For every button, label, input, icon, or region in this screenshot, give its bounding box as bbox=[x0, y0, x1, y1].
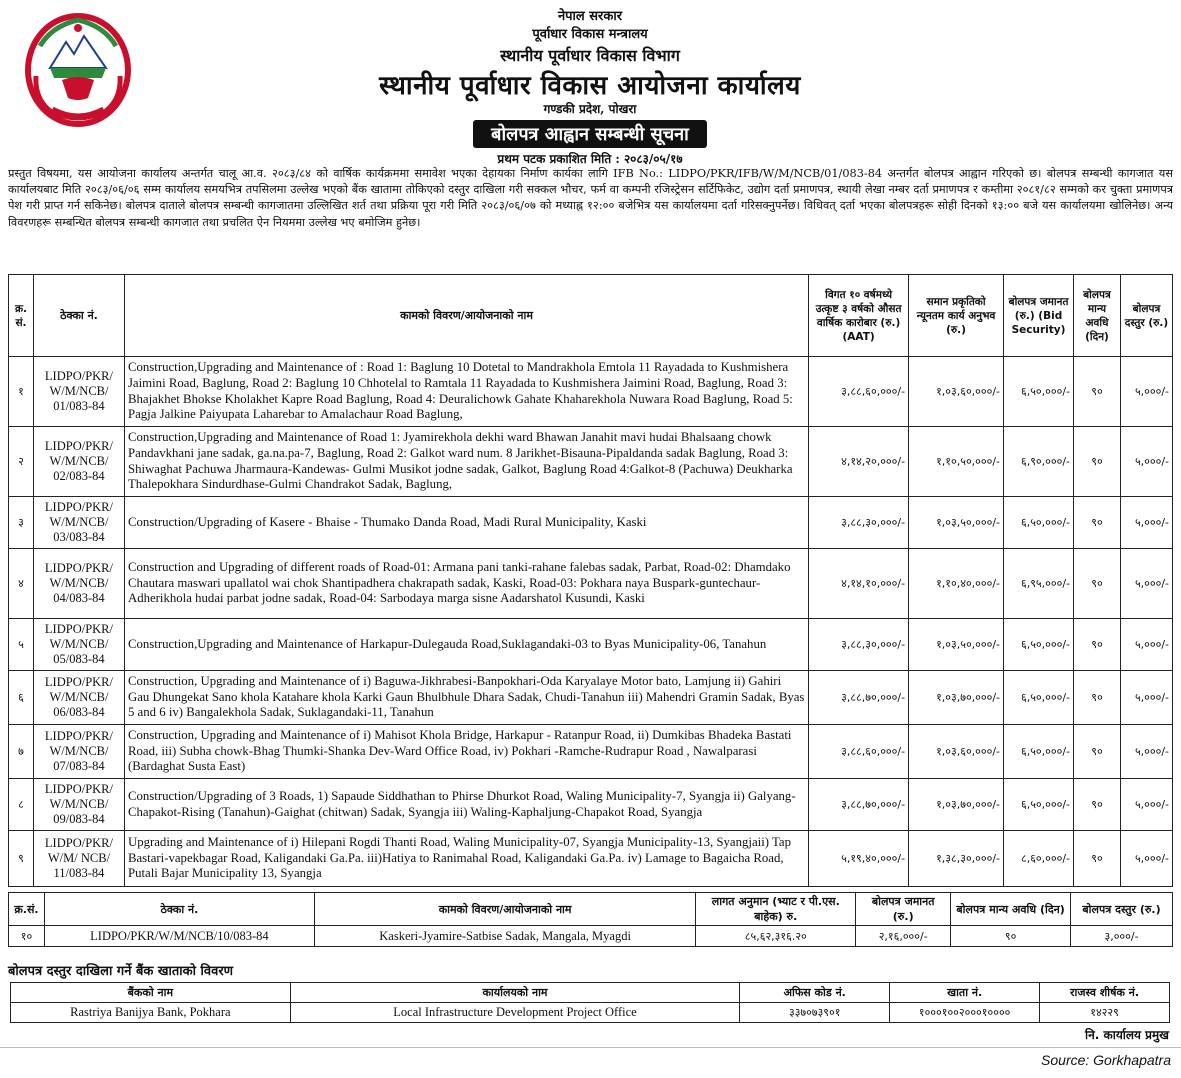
bank-header-bank: बैंकको नाम bbox=[11, 983, 291, 1003]
t2-header-estimate: लागत अनुमान (भ्याट र पी.एस. बाहेक) रु. bbox=[696, 893, 856, 926]
header-desc: कामको विवरण/आयोजनाको नाम bbox=[124, 275, 808, 357]
cell-fee: ५,०००/- bbox=[1120, 619, 1172, 671]
cell-fee: ५,०००/- bbox=[1120, 671, 1172, 725]
header-bid: बोलपत्र जमानत (रु.) (Bid Security) bbox=[1004, 275, 1074, 357]
bank-header-account: खाता नं. bbox=[890, 983, 1040, 1003]
header-fee: बोलपत्र दस्तुर (रु.) bbox=[1120, 275, 1172, 357]
header-exp: समान प्रकृतिको न्यूनतम कार्य अनुभव (रु.) bbox=[909, 275, 1004, 357]
cell-bid: ८,६०,०००/- bbox=[1004, 831, 1074, 887]
t2-bid: २,१६,०००/- bbox=[856, 926, 951, 947]
bank-table bbox=[10, 982, 1170, 1023]
nepal-emblem-icon bbox=[22, 6, 134, 128]
table-row bbox=[9, 619, 1173, 671]
t2-sn: १० bbox=[9, 926, 45, 947]
cell-exp: १,०३,७०,०००/- bbox=[909, 779, 1004, 831]
header-validity: बोलपत्र मान्य अवधि (दिन) bbox=[1074, 275, 1121, 357]
header-sn: क्र. सं. bbox=[9, 275, 34, 357]
cell-bid: ६,५०,०००/- bbox=[1004, 497, 1074, 549]
cell-sn: ५ bbox=[9, 619, 34, 671]
cell-validity: ९० bbox=[1074, 779, 1121, 831]
bank-office: Local Infrastructure Development Project Office bbox=[290, 1003, 740, 1023]
table-row bbox=[9, 926, 1173, 947]
ministry-name: पूर्वाधार विकास मन्त्रालय bbox=[532, 27, 648, 42]
header-aat: विगत १० वर्षमध्ये उत्कृष्ट ३ वर्षको औसत वार्षिक कारोबार (रु.) (AAT) bbox=[809, 275, 909, 357]
cell-code: LIDPO/PKR/ W/M/NCB/ 07/083-84 bbox=[33, 725, 124, 779]
bank-name: Rastriya Banijya Bank, Pokhara bbox=[11, 1003, 291, 1023]
cell-code: LIDPO/PKR/ W/M/NCB/ 01/083-84 bbox=[33, 357, 124, 427]
t2-fee: ३,०००/- bbox=[1071, 926, 1173, 947]
cell-fee: ५,०००/- bbox=[1120, 549, 1172, 619]
cell-fee: ५,०००/- bbox=[1120, 497, 1172, 549]
t2-header-desc: कामको विवरण/आयोजनाको नाम bbox=[314, 893, 696, 926]
cell-fee: ५,०००/- bbox=[1120, 779, 1172, 831]
cell-validity: ९० bbox=[1074, 619, 1121, 671]
table-header-row bbox=[9, 275, 1173, 357]
cell-exp: १,०३,५०,०००/- bbox=[909, 619, 1004, 671]
cell-desc: Construction,Upgrading and Maintenance of Harkapur-Dulegauda Road,Suklagandaki-03 to Byas Municipality-06, Tanahun bbox=[124, 619, 808, 671]
cell-desc: Construction, Upgrading and Maintenance of i) Mahisot Khola Bridge, Harkapur - Ratanpur Road, ii) Dumkibas Bhadeka Bastati Road, iii) Subha chowk-Bhag Thumki-Shanka Dev-Ward Office Road, iv) Pokhari -Ramche-Rudrapur Road , Nawalparasi (Bardaghat Susta East) bbox=[124, 725, 808, 779]
cell-validity: ९० bbox=[1074, 497, 1121, 549]
cell-aat: ३,८८,६०,०००/- bbox=[809, 357, 909, 427]
cell-code: LIDPO/PKR/ W/M/NCB/ 04/083-84 bbox=[33, 549, 124, 619]
table-row bbox=[9, 671, 1173, 725]
t2-desc: Kaskeri-Jyamire-Satbise Sadak, Mangala, Myagdi bbox=[314, 926, 696, 947]
bank-header-revenue: राजस्व शीर्षक नं. bbox=[1040, 983, 1170, 1003]
t2-code: LIDPO/PKR/W/M/NCB/10/083-84 bbox=[44, 926, 314, 947]
cell-desc: Construction/Upgrading of 3 Roads, 1) Sapaude Siddhathan to Phirse Dhurkot Road, Waling Municipality-7, Syangja ii) Galyang-Chapakot-Rising (Tanahun)-Gaighat (chitwan) Sadak, Syangja iii) Waling-Kaphaljung-Chapakot Road, Syangja bbox=[124, 779, 808, 831]
cell-sn: ८ bbox=[9, 779, 34, 831]
cell-desc: Construction,Upgrading and Maintenance of Road 1: Jyamirekhola dekhi ward Bhawan Janahit mavi hudai Bhalsaang chowk Pandavkhani jane sadak, ga.na.pa-7, Baglung, Road 2: Galkot ward num. 8 Jarikhet-Bisauna-Pipaldanda sadak Baglung, Road 3: Shiwaghat Pachuwa Jharmaura-Kandewas- Gulmi Musikot jodne sadak, Galkot, Baglung Road 4:Galkot-8 (Pachuwa) Deukharka Thalepokhara Sindurdhase-Gulmi Chandrakot Sadak, Baglung, bbox=[124, 427, 808, 497]
bank-header-code: अफिस कोड नं. bbox=[740, 983, 890, 1003]
cell-bid: ६,९०,०००/- bbox=[1004, 427, 1074, 497]
cell-aat: ५,१९,४०,०००/- bbox=[809, 831, 909, 887]
cell-code: LIDPO/PKR/ W/M/NCB/ 02/083-84 bbox=[33, 427, 124, 497]
bank-revenue: १४२२९ bbox=[1040, 1003, 1170, 1023]
t2-header-bid: बोलपत्र जमानत (रु.) bbox=[856, 893, 951, 926]
cell-exp: १,१०,४०,०००/- bbox=[909, 549, 1004, 619]
cell-exp: १,०३,५०,०००/- bbox=[909, 497, 1004, 549]
cell-desc: Construction and Upgrading of different roads of Road-01: Armana pani tanki-rahane falebas sadak, Parbat, Road-02: Dhamdako Chautara maswari upallatol wai chok Shantipadhera chakrapath sadak, Kaski, Road-03: Pokhara naya Buspark-guntechaur-Adherikhola hudai parbat jodne sadak, Road-04: Sarbodaya marga sisne Aadarshatol Kusundi, Kaski bbox=[124, 549, 808, 619]
cell-desc: Construction, Upgrading and Maintenance of i) Baguwa-Jikhrabesi-Banpokhari-Oda Karyalaye Motor bato, Lamjung ii) Gahiri Gau Dhungekat Sano khola Katahare khola Karki Gaun Bhulbhule Dhara Sadak, Chudi-Tanahun iii) Mahendri Gramin Sadak, Byas 5 and 6 iv) Bangalekhola Sadak, Suklagandaki-11, Tanahun bbox=[124, 671, 808, 725]
t2-header-sn: क्र.सं. bbox=[9, 893, 45, 926]
cell-fee: ५,०००/- bbox=[1120, 725, 1172, 779]
cell-desc: Construction,Upgrading and Maintenance of : Road 1: Baglung 10 Dotetal to Mandrakhola Emtola 11 Rayadada to Kushmishera Jaimini Road, Baglung, Road 2: Baglung 10 Chhotelal to Ramtala 11 Rayadada to Kushmishera Jaimini Road, Baglung, Road 3: Bhajakhet Bhokse Kholakhet Kapre Road Baglung, Road 4: Deuralichowk Gahate Khaharekhola Nuwara Road Baglung, Road 5: Pagja Jalkine Paiyupata Laharebar to Amalachaur Road Baglung, bbox=[124, 357, 808, 427]
t2-header-fee: बोलपत्र दस्तुर (रु.) bbox=[1071, 893, 1173, 926]
cell-sn: ७ bbox=[9, 725, 34, 779]
notice-title-wrap bbox=[260, 120, 920, 148]
intro-paragraph: प्रस्तुत विषयमा, यस आयोजना कार्यालय अन्तर्गत चालू आ.व. २०८३/८४ को वार्षिक कार्यक्रममा समावेश भएका देहायका निर्माण कार्यका लागि IFB No.: LIDPO/PKR/IFB/W/M/NCB/01/083-84 अन्तर्गत बोलपत्र आह्वान गरिएको छ। बोलपत्र सम्बन्धी कागजात यस कार्यालयबाट मिति २०८३/०६/०६ सम्म कार्यालय समयभित्र तपसिलमा उल्लेख भएको बैंक खातामा तोकिएको दस्तुर दाखिला गरी सक्कल भौचर, फर्म वा कम्पनी रजिस्ट्रेसन सर्टिफिकेट, उद्योग दर्ता प्रमाणपत्र, स्थायी लेखा नम्बर दर्ता प्रमाणपत्र र कम्तीमा २०८१/८२ सम्मको कर चुक्ता प्रमाणपत्र पेश गरी प्राप्त गर्न सकिनेछ। बोलपत्र दाताले बोलपत्र सम्बन्धी कागजातमा उल्लिखित शर्त तथा प्रक्रिया पूरा गरी मिति २०८३/०६/०७ को मध्याह्न १२:०० बजेभित्र यस कार्यालयमा दर्ता गरिसक्नुपर्नेछ। विधिवत् दर्ता भएका बोलपत्रहरू सोही दिनको १३:०० बजे यस कार्यालयमा खोलिनेछ। अन्य विवरणहरू सम्बन्धित बोलपत्र सम्बन्धी कागजात तथा प्रचलित ऐन नियममा उल्लेख भए बमोजिम हुनेछ। bbox=[8, 167, 1173, 229]
office-name: स्थानीय पूर्वाधार विकास आयोजना कार्यालय bbox=[379, 71, 801, 101]
bank-header-office: कार्यालयको नाम bbox=[290, 983, 740, 1003]
tender-table-2 bbox=[8, 892, 1173, 947]
table-row bbox=[9, 549, 1173, 619]
cell-desc: Upgrading and Maintenance of i) Hilepani Rogdi Thanti Road, Waling Municipality-07, Syangja Municipality-13, Syangjaii) Tap Bastari-vapekbagar Road, Kaligandaki Ga.Pa. iii)Hatiya to Ranimahal Road, Kaligandaki Ga.Pa. iv) Lamage to Bagaicha Road, Putali Bajar Municipality 13, Syangja bbox=[124, 831, 808, 887]
cell-exp: १,१०,५०,०००/- bbox=[909, 427, 1004, 497]
notice-title: बोलपत्र आह्वान सम्बन्धी सूचना bbox=[473, 120, 707, 148]
bank-section-title: बोलपत्र दस्तुर दाखिला गर्ने बैंक खाताको विवरण bbox=[8, 964, 234, 979]
cell-desc: Construction/Upgrading of Kasere - Bhaise - Thumako Danda Road, Madi Rural Municipality, Kaski bbox=[124, 497, 808, 549]
cell-aat: ३,८८,३०,०००/- bbox=[809, 619, 909, 671]
cell-validity: ९० bbox=[1074, 725, 1121, 779]
cell-exp: १,३८,३०,०००/- bbox=[909, 831, 1004, 887]
source-credit: Source: Gorkhapatra bbox=[1041, 1052, 1171, 1068]
cell-validity: ९० bbox=[1074, 831, 1121, 887]
cell-sn: ६ bbox=[9, 671, 34, 725]
gov-name: नेपाल सरकार bbox=[557, 9, 623, 24]
table2-header-row bbox=[9, 893, 1173, 926]
cell-validity: ९० bbox=[1074, 427, 1121, 497]
divider bbox=[0, 1047, 1181, 1048]
cell-bid: ६,५०,०००/- bbox=[1004, 671, 1074, 725]
table-row bbox=[9, 427, 1173, 497]
bank-office-code: ३३७०७३९०१ bbox=[740, 1003, 890, 1023]
cell-bid: ६,५०,०००/- bbox=[1004, 619, 1074, 671]
t2-header-validity: बोलपत्र मान्य अवधि (दिन) bbox=[951, 893, 1071, 926]
cell-sn: ४ bbox=[9, 549, 34, 619]
cell-sn: २ bbox=[9, 427, 34, 497]
cell-exp: १,०३,६०,०००/- bbox=[909, 725, 1004, 779]
table-row bbox=[9, 357, 1173, 427]
cell-sn: १ bbox=[9, 357, 34, 427]
cell-aat: ३,८८,७०,०००/- bbox=[809, 671, 909, 725]
table-row bbox=[9, 725, 1173, 779]
signoff: नि. कार्यालय प्रमुख bbox=[1085, 1028, 1169, 1042]
cell-aat: ३,८८,६०,०००/- bbox=[809, 725, 909, 779]
cell-validity: ९० bbox=[1074, 357, 1121, 427]
published-date: प्रथम पटक प्रकाशित मिति : २०८३/०५/१७ bbox=[497, 152, 683, 166]
office-address: गण्डकी प्रदेश, पोखरा bbox=[543, 102, 637, 116]
table-row bbox=[9, 779, 1173, 831]
cell-exp: १,०३,७०,०००/- bbox=[909, 671, 1004, 725]
bank-header-row bbox=[11, 983, 1170, 1003]
cell-code: LIDPO/PKR/ W/M/NCB/ 09/083-84 bbox=[33, 779, 124, 831]
cell-code: LIDPO/PKR/ W/M/ NCB/ 11/083-84 bbox=[33, 831, 124, 887]
cell-validity: ९० bbox=[1074, 671, 1121, 725]
cell-aat: ३,८८,३०,०००/- bbox=[809, 497, 909, 549]
cell-bid: ६,५०,०००/- bbox=[1004, 357, 1074, 427]
cell-bid: ६,५०,०००/- bbox=[1004, 779, 1074, 831]
cell-aat: ३,८८,७०,०००/- bbox=[809, 779, 909, 831]
bank-account: १०००१००२०००१०००० bbox=[890, 1003, 1040, 1023]
t2-estimate: ८५,६२,३१६.२० bbox=[696, 926, 856, 947]
t2-header-code: ठेक्का नं. bbox=[44, 893, 314, 926]
t2-validity: ९० bbox=[951, 926, 1071, 947]
cell-fee: ५,०००/- bbox=[1120, 427, 1172, 497]
cell-bid: ६,५०,०००/- bbox=[1004, 725, 1074, 779]
cell-fee: ५,०००/- bbox=[1120, 357, 1172, 427]
cell-aat: ४,१४,२०,०००/- bbox=[809, 427, 909, 497]
cell-validity: ९० bbox=[1074, 549, 1121, 619]
cell-bid: ६,९५,०००/- bbox=[1004, 549, 1074, 619]
cell-sn: ३ bbox=[9, 497, 34, 549]
header-code: ठेक्का नं. bbox=[33, 275, 124, 357]
cell-exp: १,०३,६०,०००/- bbox=[909, 357, 1004, 427]
table-row bbox=[9, 497, 1173, 549]
department-name: स्थानीय पूर्वाधार विकास विभाग bbox=[500, 46, 680, 65]
tender-table bbox=[8, 274, 1173, 887]
cell-sn: ९ bbox=[9, 831, 34, 887]
table-row bbox=[9, 831, 1173, 887]
table-row bbox=[11, 1003, 1170, 1023]
cell-fee: ५,०००/- bbox=[1120, 831, 1172, 887]
cell-code: LIDPO/PKR/ W/M/NCB/ 06/083-84 bbox=[33, 671, 124, 725]
cell-code: LIDPO/PKR/ W/M/NCB/ 05/083-84 bbox=[33, 619, 124, 671]
cell-code: LIDPO/PKR/ W/M/NCB/ 03/083-84 bbox=[33, 497, 124, 549]
cell-aat: ४,१४,१०,०००/- bbox=[809, 549, 909, 619]
